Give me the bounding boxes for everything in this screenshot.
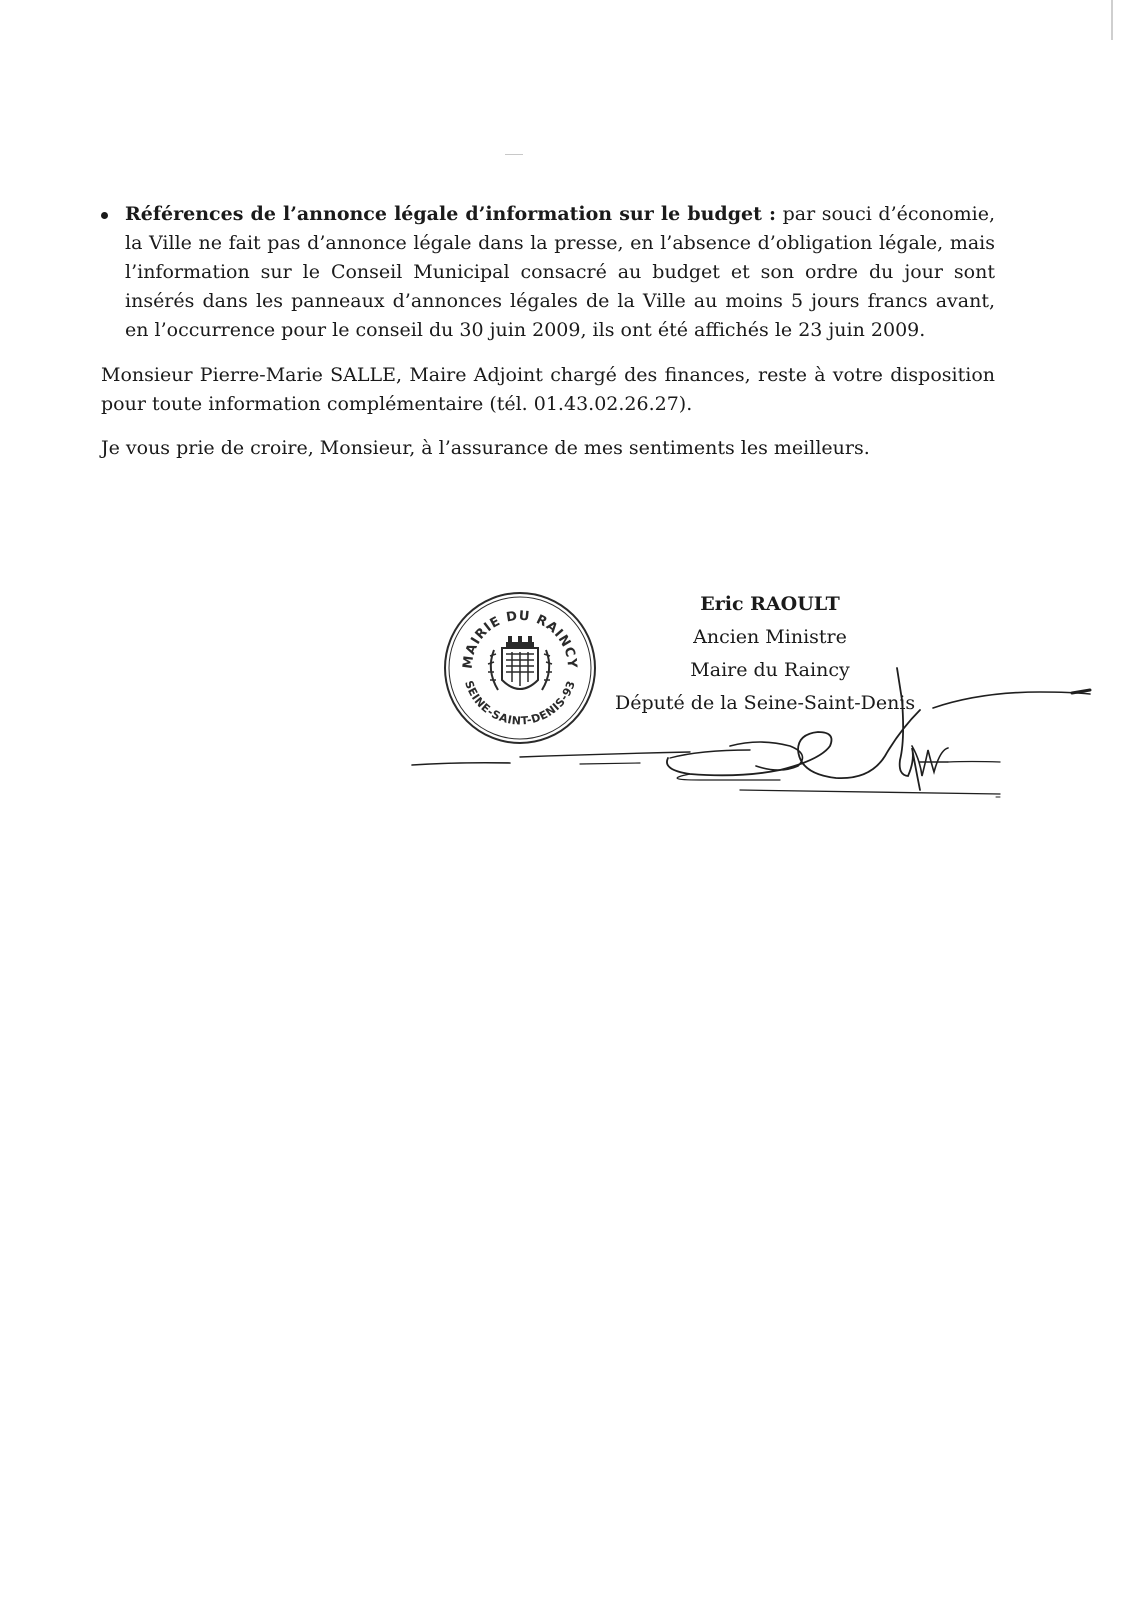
handwritten-signature [400,650,1100,810]
signatory-title-3: Député de la Seine-Saint-Denis [615,692,916,714]
bullet-icon [101,212,108,219]
scan-mark [505,154,523,155]
signatory-title-1: Ancien Ministre [693,626,847,648]
contact-paragraph: Monsieur Pierre-Marie SALLE, Maire Adjoint chargé des finances, reste à votre disposition pour toute information complémentaire (tél. 01.43.02.26.27). [101,364,995,415]
bullet-colon: : [761,203,777,225]
bullet-body: par souci d’économie, la Ville ne fait pas d’annonce légale dans la presse, en l’absence d’obligation légale, mais l’information sur le Conseil Municipal consacré au budget et son ordre du jour sont insérés dans les panneaux d’annonces légales de la Ville au moins 5 jours francs avant, en l’occurrence pour le conseil du 30 juin 2009, ils ont été affichés le 23 juin 2009. [125,203,995,341]
signatory-name: Eric RAOULT [700,593,840,615]
letter-body [101,200,995,463]
scan-edge-line [1111,0,1113,40]
bullet-heading: Références de l’annonce légale d’information sur le budget [125,203,762,225]
budget-announcement-bullet [101,200,995,345]
closing-paragraph: Je vous prie de croire, Monsieur, à l’assurance de mes sentiments les meilleurs. [101,437,870,459]
svg-text:MAIRIE DU RAINCY: MAIRIE DU RAINCY [460,608,580,670]
svg-text:SEINE-SAINT-DENIS-93: SEINE-SAINT-DENIS-93 [461,678,579,728]
signatory-title-2: Maire du Raincy [690,659,850,681]
